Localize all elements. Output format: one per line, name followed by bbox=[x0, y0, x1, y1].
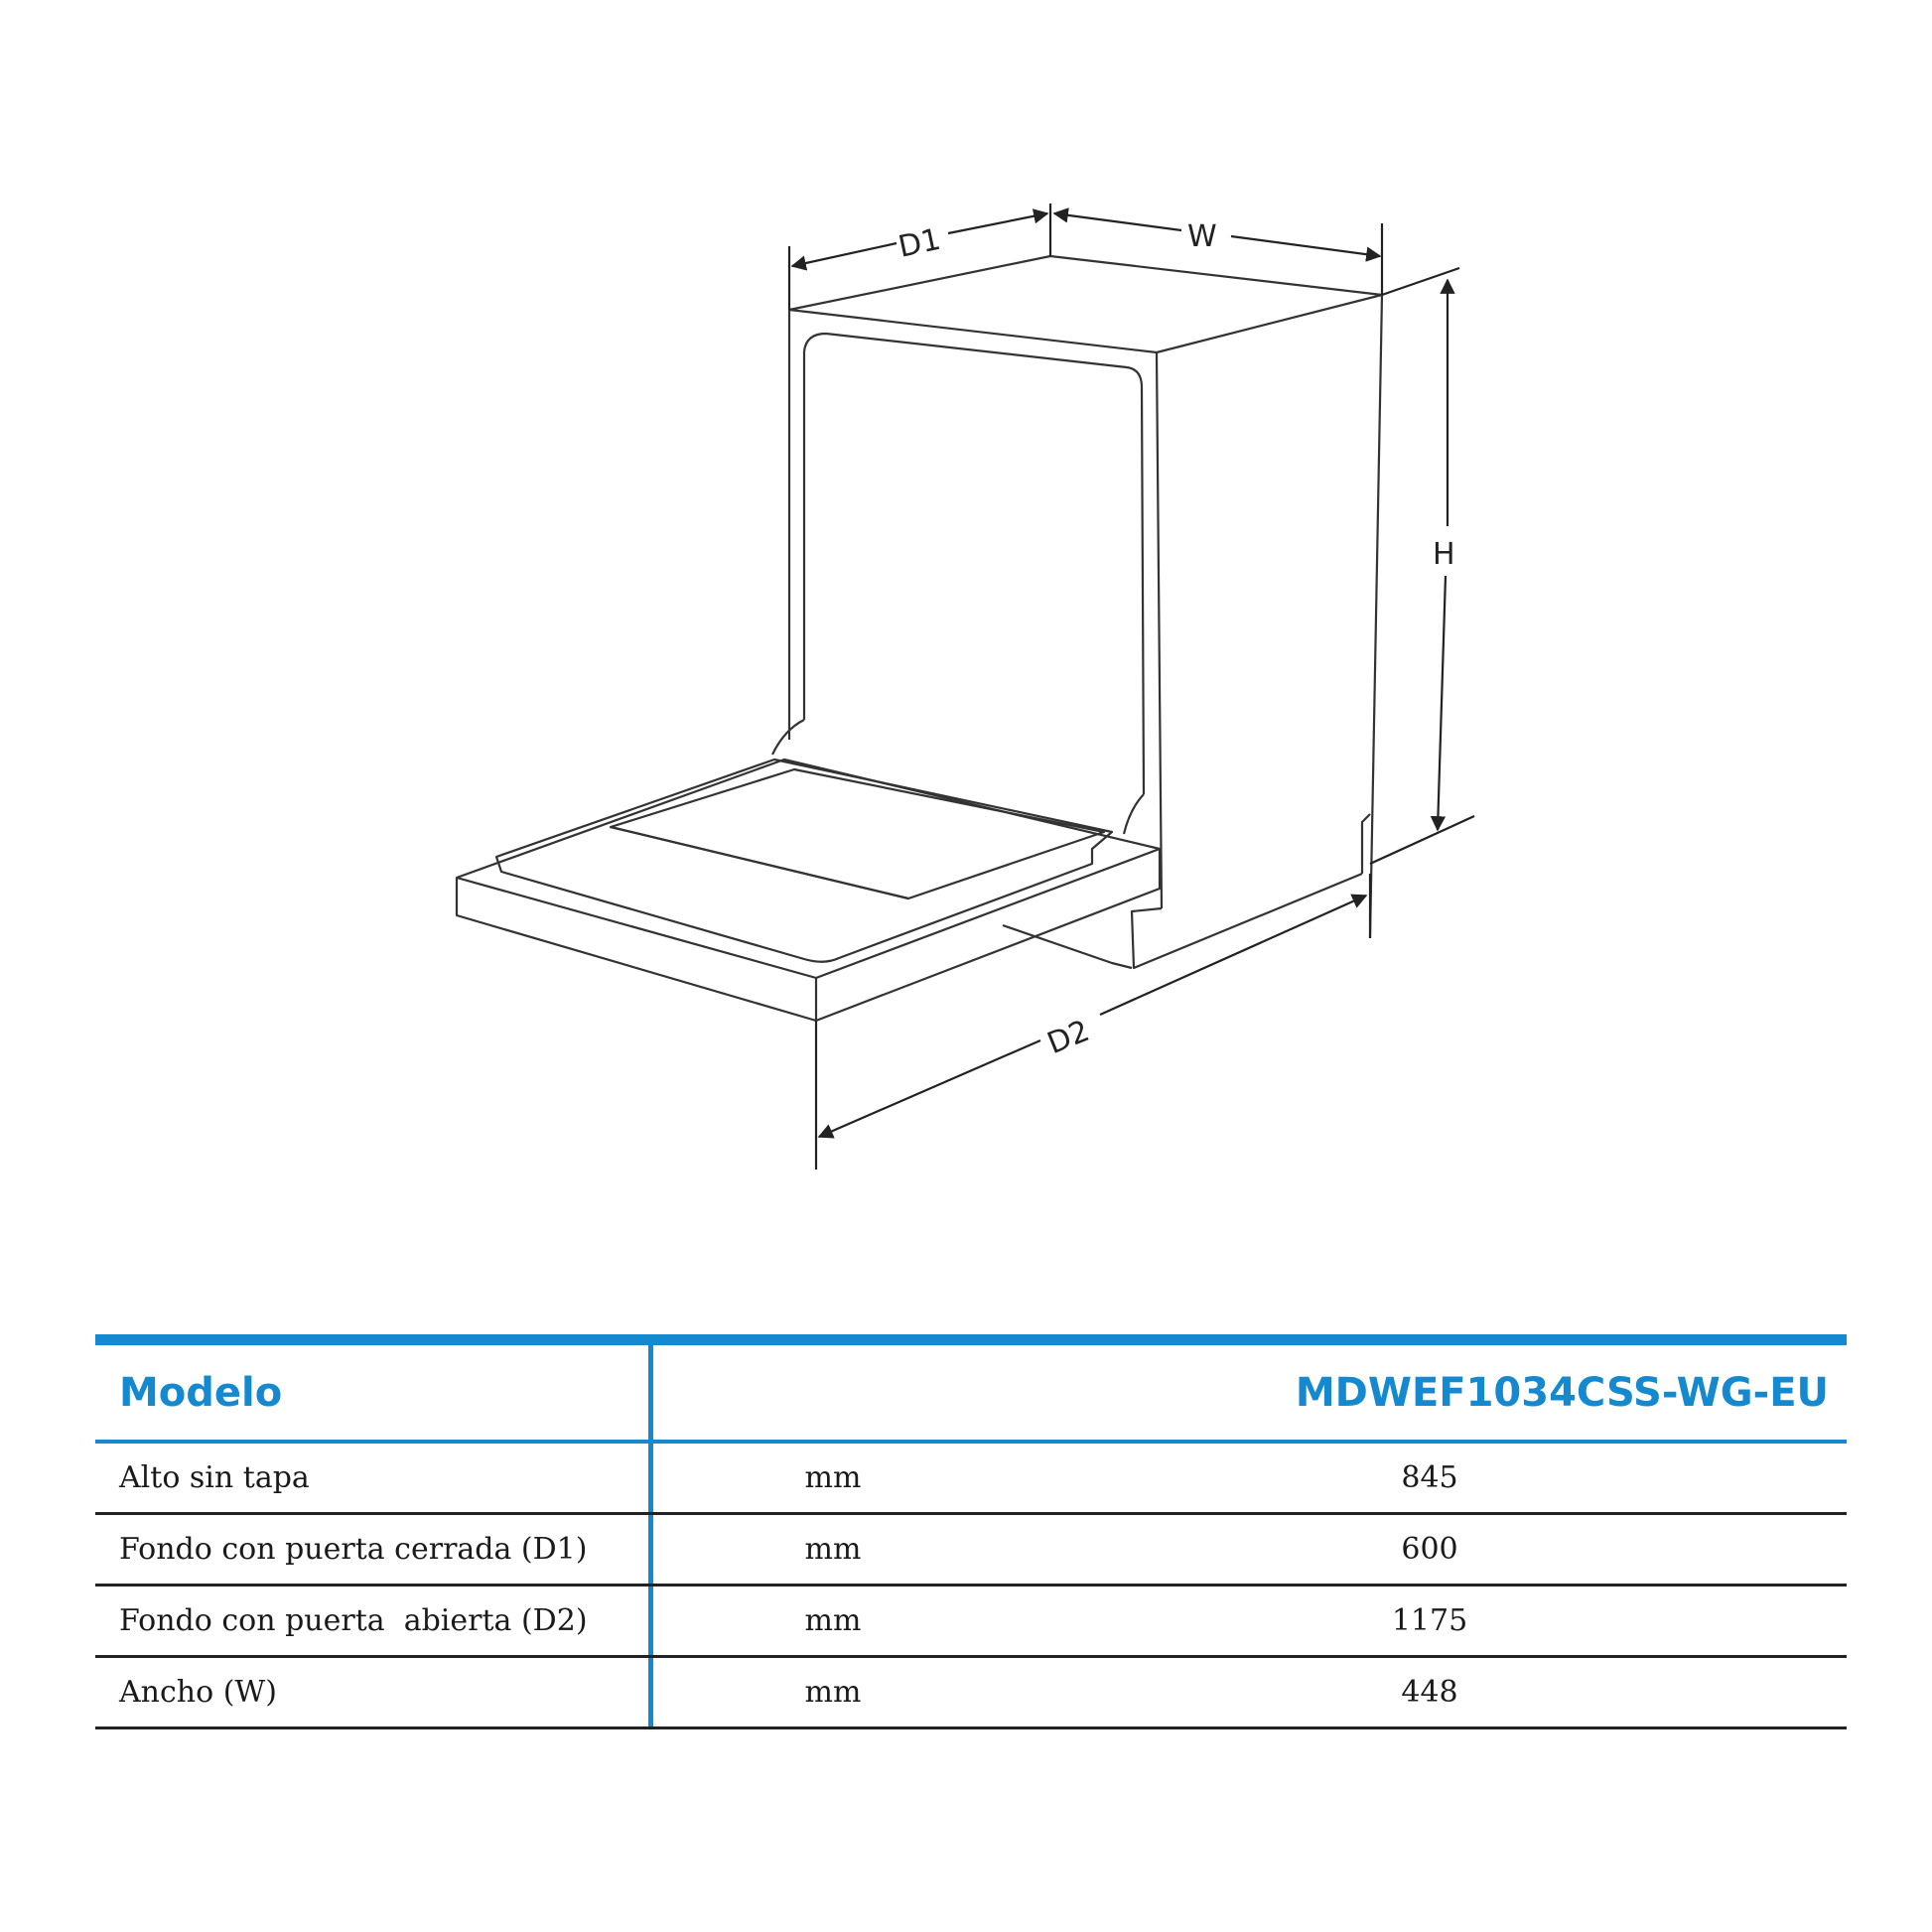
row-value: 845 bbox=[1401, 1460, 1458, 1495]
row-unit: mm bbox=[804, 1675, 862, 1710]
label-w: W bbox=[1187, 219, 1217, 254]
specifications-table bbox=[95, 1334, 1847, 1729]
row-label: Ancho (W) bbox=[95, 1658, 653, 1726]
label-h: H bbox=[1433, 537, 1455, 572]
table-top-border bbox=[95, 1334, 1847, 1345]
header-model-number: MDWEF1034CSS-WG-EU bbox=[1295, 1369, 1829, 1416]
row-label: Alto sin tapa bbox=[95, 1444, 653, 1512]
row-unit: mm bbox=[804, 1603, 862, 1638]
row-value: 1175 bbox=[1391, 1603, 1468, 1638]
dimension-h bbox=[1370, 268, 1474, 864]
label-d1: D1 bbox=[895, 221, 944, 265]
row-label: Fondo con puerta cerrada (D1) bbox=[95, 1515, 653, 1584]
table-row bbox=[95, 1658, 1847, 1729]
dimension-d2 bbox=[816, 874, 1370, 1170]
table-row bbox=[95, 1515, 1847, 1587]
row-label: Fondo con puerta abierta (D2) bbox=[95, 1587, 653, 1655]
label-d2: D2 bbox=[1042, 1013, 1095, 1062]
table-header-row bbox=[95, 1345, 1847, 1444]
row-value: 448 bbox=[1401, 1675, 1458, 1710]
row-value: 600 bbox=[1401, 1532, 1458, 1567]
row-unit: mm bbox=[804, 1532, 862, 1567]
table-row bbox=[95, 1587, 1847, 1658]
header-label-modelo: Modelo bbox=[95, 1345, 653, 1440]
row-unit: mm bbox=[804, 1460, 862, 1495]
dishwasher-body bbox=[457, 256, 1382, 1021]
dimension-w bbox=[1054, 213, 1382, 295]
table-row bbox=[95, 1444, 1847, 1515]
